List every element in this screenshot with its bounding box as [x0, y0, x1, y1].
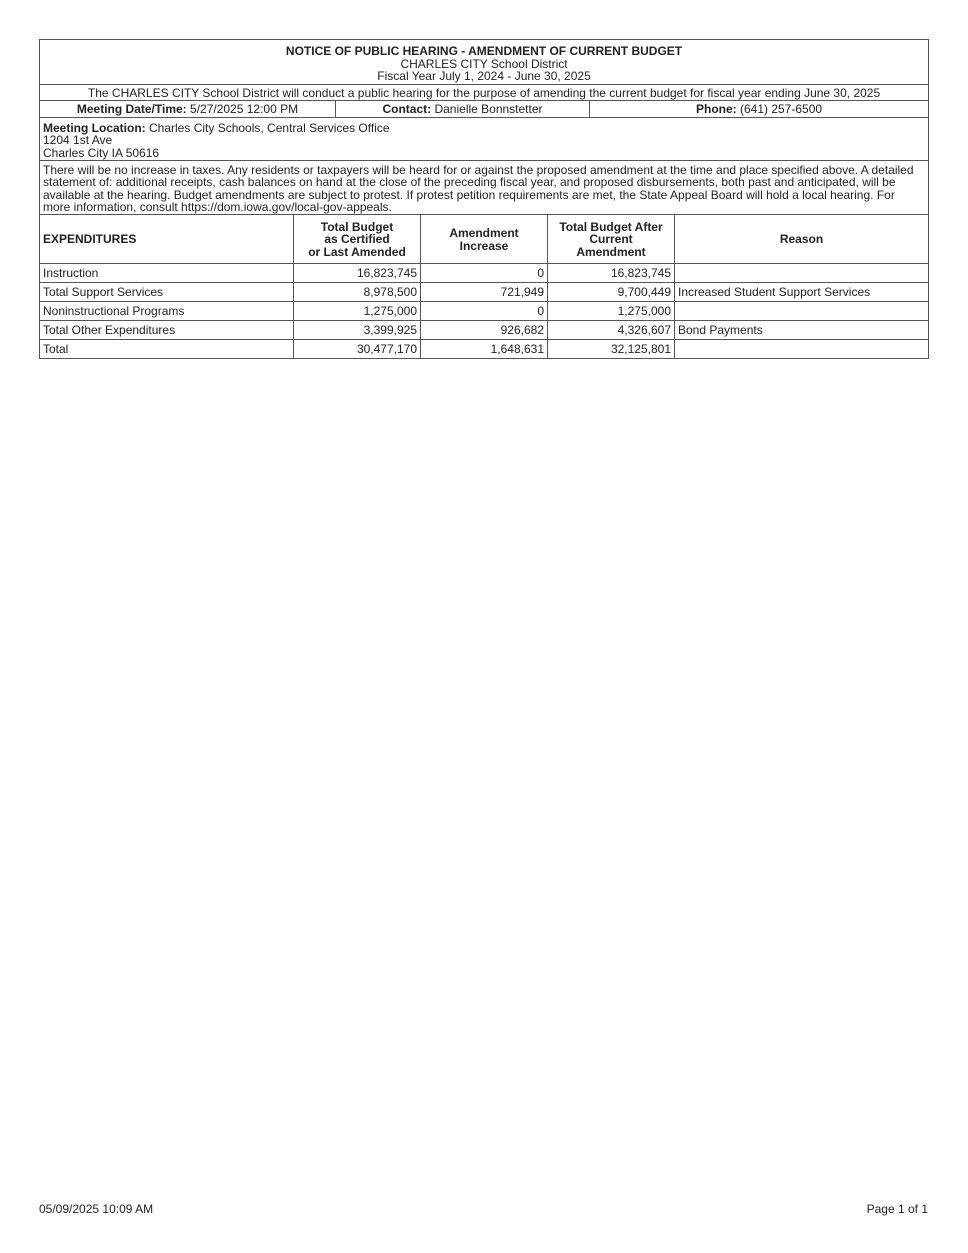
- total-row: [40, 339, 929, 358]
- row-reason: Bond Payments: [675, 320, 929, 339]
- phone-label: Phone:: [695, 102, 737, 116]
- row-certified: 8,978,500: [294, 282, 421, 301]
- fiscal-year: Fiscal Year July 1, 2024 - June 30, 2025: [377, 69, 591, 83]
- notice-heading: [40, 40, 929, 85]
- address-line-1: 1204 1st Ave: [43, 133, 113, 147]
- location-label: Meeting Location:: [43, 120, 146, 135]
- intro-text: The CHARLES CITY School District will conduct a public hearing for the purpose of amending the current budget for fiscal year ending June 30, 2025: [40, 84, 929, 101]
- phone-cell: [590, 101, 929, 118]
- col-header-after: Total Budget After Current Amendment: [548, 214, 675, 263]
- page-number: Page 1 of 1: [866, 1202, 928, 1216]
- location-row: [40, 117, 929, 161]
- row-certified: 16,823,745: [294, 263, 421, 282]
- row-category: Total Other Expenditures: [40, 320, 294, 339]
- title-row: [40, 40, 929, 85]
- table-row: [40, 282, 929, 301]
- budget-amendment-notice: [39, 39, 929, 359]
- table-row: [40, 263, 929, 282]
- row-after: 4,326,607: [548, 320, 675, 339]
- intro-row: [40, 84, 929, 101]
- col-header-expenditures: EXPENDITURES: [40, 214, 294, 263]
- table-row: [40, 320, 929, 339]
- row-category: Total Support Services: [40, 282, 294, 301]
- col-header-amendment: Amendment Increase: [421, 214, 548, 263]
- district-name: CHARLES CITY School District: [400, 56, 568, 71]
- meeting-row: [40, 101, 929, 118]
- meeting-date-cell: [40, 101, 336, 118]
- meeting-date-value: 5/27/2025 12:00 PM: [186, 102, 299, 116]
- row-reason: [675, 301, 929, 320]
- row-amendment: 0: [421, 263, 548, 282]
- row-category: Noninstructional Programs: [40, 301, 294, 320]
- contact-value: Danielle Bonnstetter: [431, 102, 543, 116]
- total-label: Total: [40, 339, 294, 358]
- notice-text-row: [40, 161, 929, 215]
- total-reason: [675, 339, 929, 358]
- total-certified: 30,477,170: [294, 339, 421, 358]
- address-line-2: Charles City IA 50616: [43, 145, 160, 160]
- contact-label: Contact:: [382, 102, 432, 116]
- table-row: [40, 301, 929, 320]
- total-amendment: 1,648,631: [421, 339, 548, 358]
- row-after: 16,823,745: [548, 263, 675, 282]
- row-certified: 3,399,925: [294, 320, 421, 339]
- row-category: Instruction: [40, 263, 294, 282]
- row-amendment: 721,949: [421, 282, 548, 301]
- row-amendment: 926,682: [421, 320, 548, 339]
- row-reason: Increased Student Support Services: [675, 282, 929, 301]
- contact-cell: [336, 101, 590, 118]
- row-reason: [675, 263, 929, 282]
- table-header-row: [40, 214, 929, 263]
- location-value: Charles City Schools, Central Services Office: [145, 120, 390, 135]
- meeting-location: [40, 117, 929, 161]
- meeting-date-label: Meeting Date/Time:: [76, 102, 187, 116]
- row-after: 1,275,000: [548, 301, 675, 320]
- row-amendment: 0: [421, 301, 548, 320]
- col-header-certified: Total Budget as Certified or Last Amended: [294, 214, 421, 263]
- total-after: 32,125,801: [548, 339, 675, 358]
- print-timestamp: 05/09/2025 10:09 AM: [39, 1202, 154, 1216]
- row-certified: 1,275,000: [294, 301, 421, 320]
- notice-title: NOTICE OF PUBLIC HEARING - AMENDMENT OF CURRENT BUDGET: [285, 44, 683, 58]
- col-header-reason: Reason: [675, 214, 929, 263]
- phone-value: (641) 257-6500: [736, 102, 823, 116]
- notice-paragraph: There will be no increase in taxes. Any residents or taxpayers will be heard for or against the proposed amendment at the time and place specified above. A detailed statement of: additional receipts, cash balances on hand at the close of the preceding fiscal year, and proposed disbursements, both past and anticipated, will be available at the hearing. Budget amendments are subject to protest. If protest petition requirements are met, the State Appeal Board will hold a local hearing. For more information, consult https://dom.iowa.gov/local-gov-appeals.: [40, 161, 929, 215]
- row-after: 9,700,449: [548, 282, 675, 301]
